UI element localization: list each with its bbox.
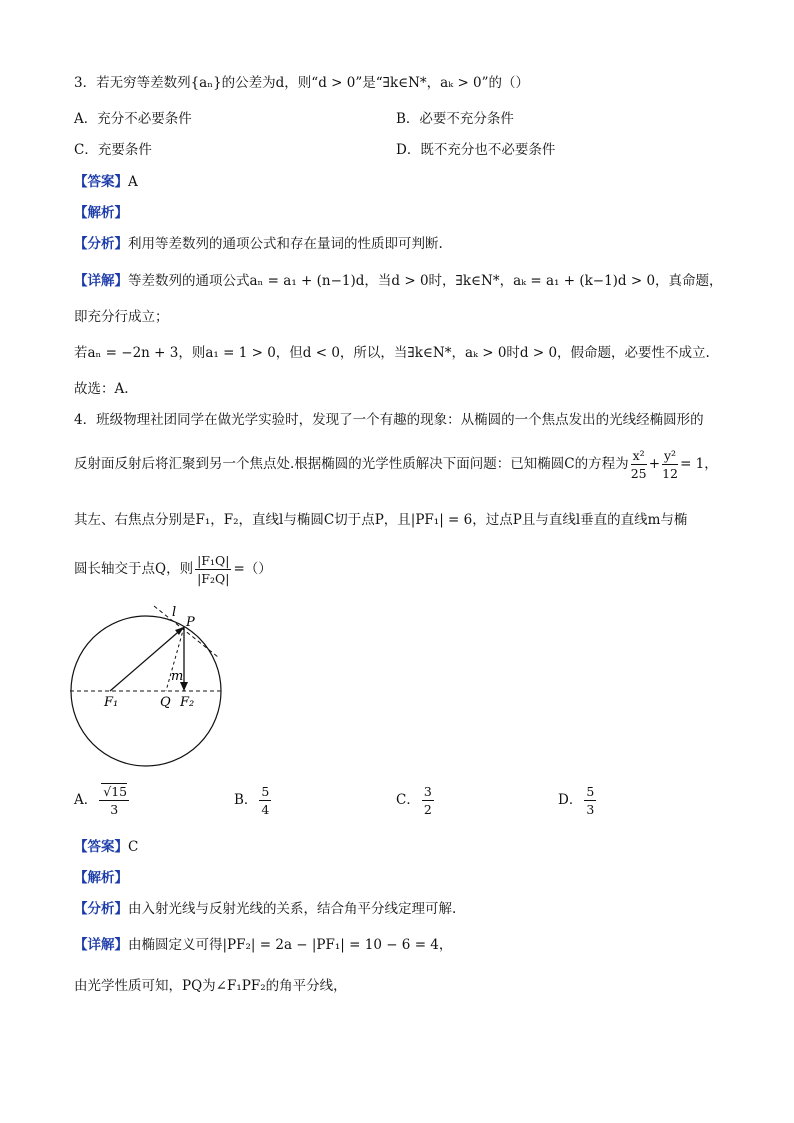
analysis-label: 【解析】 bbox=[74, 870, 128, 886]
option-d-fraction bbox=[584, 783, 596, 818]
option-c-numerator: 3 bbox=[423, 784, 432, 799]
q3-stem: 3．若无穷等差数列{aₙ}的公差为d，则“d > 0”是“∃k∈N*，aₖ > 0”的（） bbox=[74, 75, 530, 91]
fenxi-label: 【分析】 bbox=[74, 901, 128, 917]
answer-label: 【答案】 bbox=[74, 839, 128, 855]
q4-stem-line-2 bbox=[74, 446, 718, 482]
q4-option-d bbox=[558, 780, 598, 820]
q3-option-b: B．必要不充分条件 bbox=[396, 111, 514, 127]
q4-option-c bbox=[396, 780, 436, 820]
q3-fenxi-text: 利用等差数列的通项公式和存在量词的性质即可判断. bbox=[128, 236, 443, 252]
option-a-label: A． bbox=[74, 792, 98, 808]
y-denominator: 12 bbox=[662, 466, 678, 481]
option-c-label: C． bbox=[396, 792, 420, 808]
q3-detail-text-2: 即充分行成立； bbox=[74, 309, 169, 325]
option-a-denominator: 3 bbox=[110, 802, 119, 817]
label-q: Q bbox=[160, 695, 171, 710]
label-f2: F₂ bbox=[180, 695, 195, 710]
option-b-denominator: 4 bbox=[261, 802, 270, 817]
q4-stem-line-4 bbox=[74, 550, 272, 588]
label-p: P bbox=[186, 615, 195, 630]
label-m: m bbox=[171, 669, 184, 684]
q4-detail-row bbox=[74, 935, 452, 955]
option-a-numerator: √15 bbox=[103, 784, 128, 799]
q3-option-c: C．充要条件 bbox=[74, 142, 152, 158]
q4-fenxi-text: 由入射光线与反射光线的关系，结合角平分线定理可解. bbox=[128, 901, 457, 917]
ellipse-x-fraction bbox=[631, 447, 647, 482]
x-denominator: 25 bbox=[630, 466, 647, 481]
label-l: l bbox=[172, 605, 177, 620]
q4-detail-text-1: 由椭圆定义可得|PF₂| = 2a − |PF₁| = 10 − 6 = 4， bbox=[128, 937, 453, 953]
q3-option-a: A．充分不必要条件 bbox=[74, 111, 192, 127]
option-c-denominator: 2 bbox=[423, 802, 432, 817]
y-term: y² bbox=[664, 448, 677, 463]
q4-answer-value: C bbox=[128, 839, 139, 855]
q3-fenxi-row bbox=[74, 234, 443, 254]
equation-rhs: = 1， bbox=[680, 456, 718, 472]
q4-option-a bbox=[74, 780, 131, 820]
q4-option-b bbox=[234, 780, 273, 820]
ratio-fraction bbox=[195, 552, 231, 587]
q4-stem-line-1: 4．班级物理社团同学在做光学实验时，发现了一个有趣的现象：从椭圆的一个焦点发出的光线经椭圆形的 bbox=[74, 412, 704, 428]
q4-stem-line-2-text: 反射面反射后将汇聚到另一个焦点处.根据椭圆的光学性质解决下面问题：已知椭圆C的方程为 bbox=[74, 456, 629, 472]
ratio-numerator: |F₁Q| bbox=[197, 553, 230, 568]
q4-fenxi-row bbox=[74, 899, 456, 919]
q3-analysis-heading bbox=[74, 203, 128, 223]
q4-answer-row bbox=[74, 837, 138, 857]
option-b-fraction bbox=[259, 783, 271, 818]
option-b-numerator: 5 bbox=[261, 784, 270, 799]
ellipse-y-fraction bbox=[662, 447, 678, 482]
option-d-label: D． bbox=[558, 792, 583, 808]
q3-option-d: D．既不充分也不必要条件 bbox=[396, 142, 556, 158]
q4-detail-text-2: 由光学性质可知，PQ为∠F₁PF₂的角平分线， bbox=[74, 978, 347, 994]
q4-stem-line-4-end: =（） bbox=[233, 561, 272, 577]
q4-stem-line-4-text: 圆长轴交于点Q，则 bbox=[74, 561, 194, 577]
ratio-denominator: |F₂Q| bbox=[197, 571, 230, 586]
q4-stem-line-3: 其左、右焦点分别是F₁，F₂，直线l与椭圆C切于点P，且|PF₁| = 6，过点P且与直线l垂直的直线m与椭 bbox=[74, 512, 688, 528]
option-d-denominator: 3 bbox=[586, 802, 595, 817]
q4-analysis-heading bbox=[74, 868, 128, 888]
fenxi-label: 【分析】 bbox=[74, 236, 128, 252]
x-term: x² bbox=[632, 448, 645, 463]
q3-answer-row bbox=[74, 172, 138, 192]
q3-detail-text-3: 若aₙ = −2n + 3，则a₁ = 1 > 0，但d < 0，所以，当∃k∈N*，aₖ > 0时d > 0，假命题，必要性不成立. bbox=[74, 345, 710, 361]
detail-label: 【详解】 bbox=[74, 937, 128, 953]
option-c-fraction bbox=[422, 783, 434, 818]
option-b-label: B． bbox=[234, 792, 258, 808]
q3-detail-text-1: 等差数列的通项公式aₙ = a₁ + (n−1)d，当d > 0时，∃k∈N*，aₖ = a₁ + (k−1)d > 0，真命题， bbox=[128, 273, 723, 289]
detail-label: 【详解】 bbox=[74, 273, 128, 289]
analysis-label: 【解析】 bbox=[74, 205, 128, 221]
q3-conclusion: 故选：A. bbox=[74, 381, 129, 397]
ellipse-figure bbox=[62, 600, 237, 770]
answer-label: 【答案】 bbox=[74, 174, 128, 190]
q3-answer-value: A bbox=[128, 174, 138, 190]
option-d-numerator: 5 bbox=[586, 784, 595, 799]
plus-sign: + bbox=[648, 456, 660, 472]
label-f1: F₁ bbox=[104, 695, 119, 710]
q3-detail-row bbox=[74, 271, 723, 291]
option-a-fraction bbox=[99, 783, 129, 818]
